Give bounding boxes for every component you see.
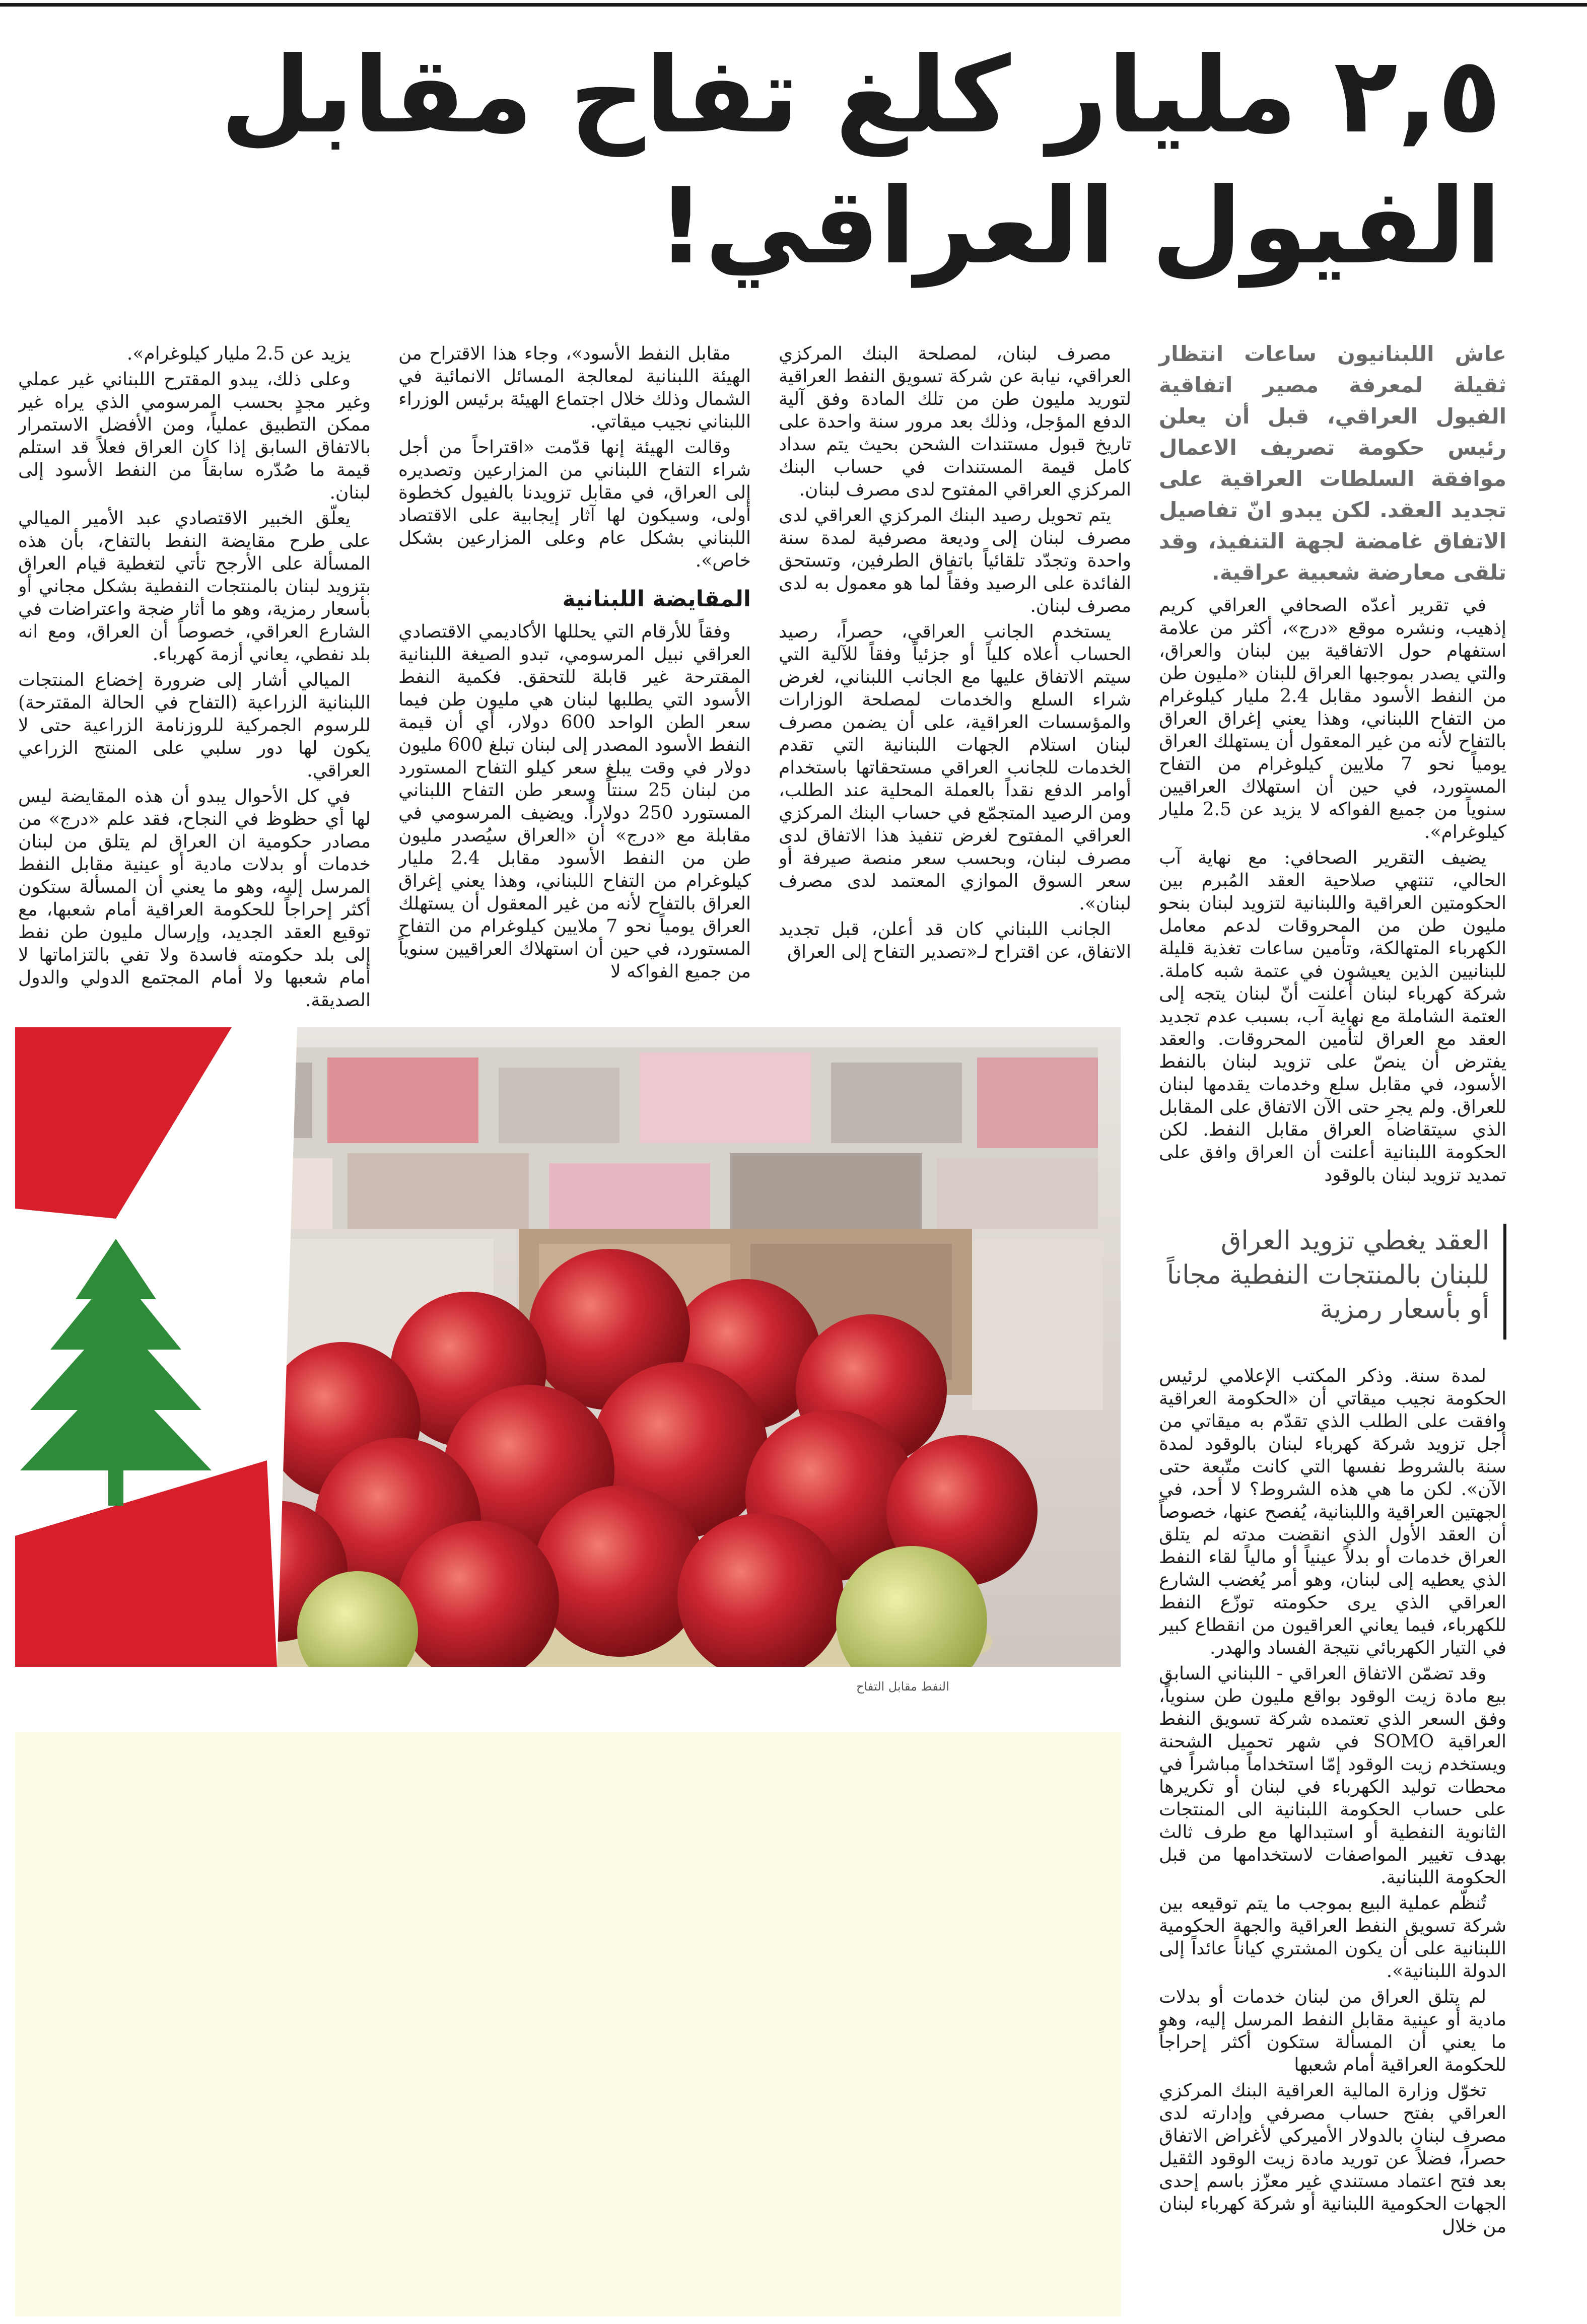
section-subhead: المقايضة اللبنانية	[562, 586, 751, 612]
paragraph: وقالت الهيئة إنها قدّمت «اقتراحاً من أجل شراء التفاح اللبناني من المزارعين وتصديره إلى العراق، في مقابل تزويدنا بالفيول كخطوة أولى، وسيكون لها آثار إيجابية على الاقتصاد اللبناني بشكل عام وعلى المزارعين بشكل خاص».	[398, 437, 751, 571]
article-photo	[15, 1027, 1121, 1667]
paragraph: الجانب اللبناني كان قد أعلن، قبل تجديد الاتفاق، عن اقتراح لـ«تصدير التفاح إلى العراق	[779, 919, 1131, 962]
article-lede: عاش اللبنانيون ساعات انتظار ثقيلة لمعرفة مصير اتفاقية الفيول العراقي، قبل أن يعلن رئيس حكومة تصريف الاعمال موافقة السلطات العراقية على تجديد العقد. لكن يبدو انّ تفاصيل الاتفاق غامضة لجهة التنفيذ، وقد تلقى معارضة شعبية عراقية.	[1159, 341, 1506, 585]
column-2	[779, 342, 1131, 1012]
empty-ad-space	[15, 1732, 1121, 2316]
paragraph: مصرف لبنان، لمصلحة البنك المركزي العراقي، نيابة عن شركة تسويق النفط العراقية لتوريد مليون طن من تلك المادة وفق آلية الدفع المؤجل، وذلك بعد مرور سنة واحدة على تاريخ قبول مستندات الشحن بحيث يتم سداد كامل قيمة المستندات في حساب البنك المركزي العراقي المفتوح لدى مصرف لبنان.	[779, 343, 1131, 500]
pull-quote	[1159, 1224, 1506, 1340]
paragraph: تُنظّم عملية البيع بموجب ما يتم توقيعه بين شركة تسويق النفط العراقية والجهة الحكومية اللبنانية على أن يكون المشتري كياناً عائداً إلى الدولة اللبنانية».	[1159, 1893, 1506, 1982]
paragraph: الميالي أشار إلى ضرورة إخضاع المنتجات اللبنانية الزراعية (التفاح في الحالة المقترحة) للرسوم الجمركية للروزنامة الزراعية حتى لا يكون لها دور سلبي على المنتج الزراعي العراقي.	[18, 670, 371, 781]
paragraph: في كل الأحوال يبدو أن هذه المقايضة ليس لها أي حظوظ في النجاح، فقد علم «درج» من مصادر حكومية ان العراق لم يتلق من لبنان خدمات أو بدلات مادية أو عينية مقابل النفط المرسل إليه، وهو ما يعني أن المسألة ستكون أكثر إحراجاً للحكومة العراقية أمام شعبها، مع توقيع العقد الجديد، وإرسال مليون طن نفط إلى بلد حكومته فاسدة ولا تفي بالتزاماتها لا أمام شعبها ولا أمام المجتمع الدولي والدول الصديقة.	[18, 786, 371, 1011]
paragraph: يتم تحويل رصيد البنك المركزي العراقي لدى مصرف لبنان إلى وديعة مصرفية لمدة سنة واحدة وتجدّد تلقائياً باتفاق الطرفين، وتستحق الفائدة على الرصيد وفقاً لما هو معمول به لدى مصرف لبنان.	[779, 505, 1131, 616]
paragraph: يزيد عن 2.5 مليار كيلوغرام».	[126, 343, 351, 364]
lebanese-flag	[15, 1027, 297, 1667]
paragraph: مقابل النفط الأسود»، وجاء هذا الاقتراح من الهيئة اللبنانية لمعالجة المسائل الانمائية في الشمال وذلك خلال اجتماع الهيئة برئيس الوزراء اللبناني نجيب ميقاتي.	[398, 343, 751, 432]
paragraph: وفقاً للأرقام التي يحللها الأكاديمي الاقتصادي العراقي نبيل المرسومي، تبدو الصيغة اللبنانية المقترحة غير قابلة للتحقق. فكمية النفط الأسود التي يطلبها لبنان هي مليون طن فيما سعر الطن الواحد 600 دولار، أي أن قيمة النفط الأسود المصدر إلى لبنان تبلغ 600 مليون دولار في وقت يبلغ سعر كيلو التفاح المستورد من لبنان 25 سنتاً وسعر طن التفاح اللبناني المستورد 250 دولاراً. ويضيف المرسومي في مقابلة مع «درج» أن «العراق سيُصدر مليون طن من النفط الأسود مقابل 2.4 مليار كيلوغرام من التفاح اللبناني، وهذا يعني إغراق العراق بالتفاح لأنه من غير المعقول أن يستهلك العراق يومياً نحو 7 ملايين كيلوغرام من التفاح المستورد، في حين أن استهلاك العراقيين سنوياً من جميع الفواكه لا	[398, 621, 751, 982]
paragraph: وقد تضمّن الاتفاق العراقي - اللبناني السابق بيع مادة زيت الوقود بواقع مليون طن سنوياً، وفق السعر الذي تعتمده شركة تسويق النفط العراقية SOMO في شهر تحميل الشحنة ويستخدم زيت الوقود إمّا استخداماً مباشراً في محطات توليد الكهرباء في لبنان أو تكريرها على حساب الحكومة اللبنانية الى المنتجات الثانوية النفطية أو استبدالها مع طرف ثالث بهدف تغيير المواصفات لاستخدامها من قبل الحكومة اللبنانية.	[1159, 1663, 1506, 1888]
pull-quote-text: العقد يغطي تزويد العراق للبنان بالمنتجات النفطية مجاناً أو بأسعار رمزية	[1166, 1226, 1489, 1324]
paragraph: يضيف التقرير الصحافي: مع نهاية آب الحالي، تنتهي صلاحية العقد المُبرم بين الحكومتين العراقية واللبنانية لتزويد لبنان بنحو مليون طن من المحروقات لدعم معامل الكهرباء المتهالكة، وتأمين ساعات تغذية قليلة للبنانيين الذين يعيشون في عتمة شبه كاملة. شركة كهرباء لبنان أعلنت أنّ لبنان يتجه إلى العتمة الشاملة مع نهاية آب، بسبب عدم تجديد العقد مع العراق لتأمين المحروقات. والعقد يفترض أن ينصّ على تزويد لبنان بالنفط الأسود، في مقابل سلع وخدمات يقدمها لبنان للعراق. ولم يجرِ حتى الآن الاتفاق على المقابل الذي سيتقاضاه العراق مقابل النفط. لكن الحكومة اللبنانية أعلنت أن العراق وافق على تمديد تزويد لبنان بالوقود	[1159, 848, 1506, 1185]
paragraph: لم يتلق العراق من لبنان خدمات أو بدلات مادية أو عينية مقابل النفط المرسل إليه، وهو ما يعني أن المسألة ستكون أكثر إحراجاً للحكومة العراقية أمام شعبها	[1159, 1987, 1506, 2075]
column-1	[1159, 594, 1506, 1193]
paragraph: وعلى ذلك، يبدو المقترح اللبناني غير عملي وغير مجدٍ بحسب المرسومي الذي يراه غير ممكن التطبيق عملياً، ومن الأفضل الاستمرار بالاتفاق السابق إذا كان العراق فعلاً قد استلم قيمة ما صُدّره سابقاً من النفط الأسود إلى لبنان.	[18, 369, 371, 503]
paragraph: يستخدم الجانب العراقي، حصراً، رصيد الحساب أعلاه كلياً أو جزئياً وفقاً للآلية التي سيتم الاتفاق عليها مع الجانب اللبناني، لغرض شراء السلع والخدمات لمصلحة الوزارات والمؤسسات العراقية، على أن يضمن مصرف لبنان استلام الجهات اللبنانية التي تقدم الخدمات للجانب العراقي مستحقاتها باستخدام أوامر الدفع نقداً بالعملة المحلية عند الطلب، ومن الرصيد المتجمّع في حساب البنك المركزي العراقي المفتوح لغرض تنفيذ هذا الاتفاق لدى مصرف لبنان، وبحسب سعر منصة صيرفة أو سعر السوق الموازي المعتمد لدى مصرف لبنان».	[779, 621, 1131, 914]
top-rule	[0, 3, 1587, 7]
column-4	[18, 342, 371, 1012]
paragraph: في تقرير أعدّه الصحافي العراقي كريم إذهيب، ونشره موقع «درج»، أكثر من علامة استفهام حول الاتفاقية بين لبنان والعراق، والتي يصدر بموجبها العراق للبنان «مليون طن من النفط الأسود مقابل 2.4 مليار كيلوغرام من التفاح اللبناني، وهذا يعني إغراق العراق بالتفاح لأنه من غير المعقول أن يستهلك العراق يومياً نحو 7 ملايين كيلوغرام من التفاح المستورد، في حين أن استهلاك العراقيين سنوياً من جميع الفواكه لا يزيد عن 2.5 مليار كيلوغرام».	[1159, 595, 1506, 842]
paragraph: لمدة سنة. وذكر المكتب الإعلامي لرئيس الحكومة نجيب ميقاتي أن «الحكومة العراقية وافقت على الطلب الذي تقدّم به ميقاتي من أجل تزويد شركة كهرباء لبنان بالوقود لمدة سنة بالشروط نفسها التي كانت متّبعة حتى الآن». لكن ما هي هذه الشروط؟ لا أحد، في الجهتين العراقية واللبنانية، يُفصح عنها، خصوصاً أن العقد الأول الذي انقضت مدته لم يتلق العراق خدمات أو بدلاً عينياً أو مالياً لقاء النفط الذي يعطيه إلى لبنان، وهو أمر يُغضب الشارع العراقي الذي يرى حكومته توزّع النفط للكهرباء، فيما يعاني العراقيون من انقطاع كبير في التيار الكهربائي نتيجة الفساد والهدر.	[1159, 1366, 1506, 1658]
paragraph: تخوّل وزارة المالية العراقية البنك المركزي العراقي بفتح حساب مصرفي وإدارته لدى مصرف لبنان بالدولار الأميركي لأغراض الاتفاق حصراً، فضلاً عن توريد مادة زيت الوقود الثقيل بعد فتح اعتماد مستندي غير معزّز باسم إحدى الجهات الحكومية اللبنانية أو شركة كهرباء لبنان من خلال	[1159, 2080, 1506, 2237]
column-5	[1159, 1365, 1506, 2311]
apples-and-flag-illustration	[15, 1027, 1121, 1667]
article-headline: ٢,٥ مليار كلغ تفاح مقابل الفيول العراقي!	[220, 35, 1501, 288]
column-3	[398, 342, 751, 1012]
paragraph: يعلّق الخبير الاقتصادي عبد الأمير الميالي على طرح مقايضة النفط بالتفاح، بأن هذه المسألة على الأرجح تأتي لتغطية قيام العراق بتزويد لبنان بالمنتجات النفطية بشكل مجاني أو بأسعار رمزية، وهو ما أثار ضجة واعتراضات في الشارع العراقي، خصوصاً أن العراق، ومع انه بلد نفطي، يعاني أزمة كهرباء.	[18, 508, 371, 665]
photo-caption: النفط مقابل التفاح	[856, 1679, 949, 1694]
